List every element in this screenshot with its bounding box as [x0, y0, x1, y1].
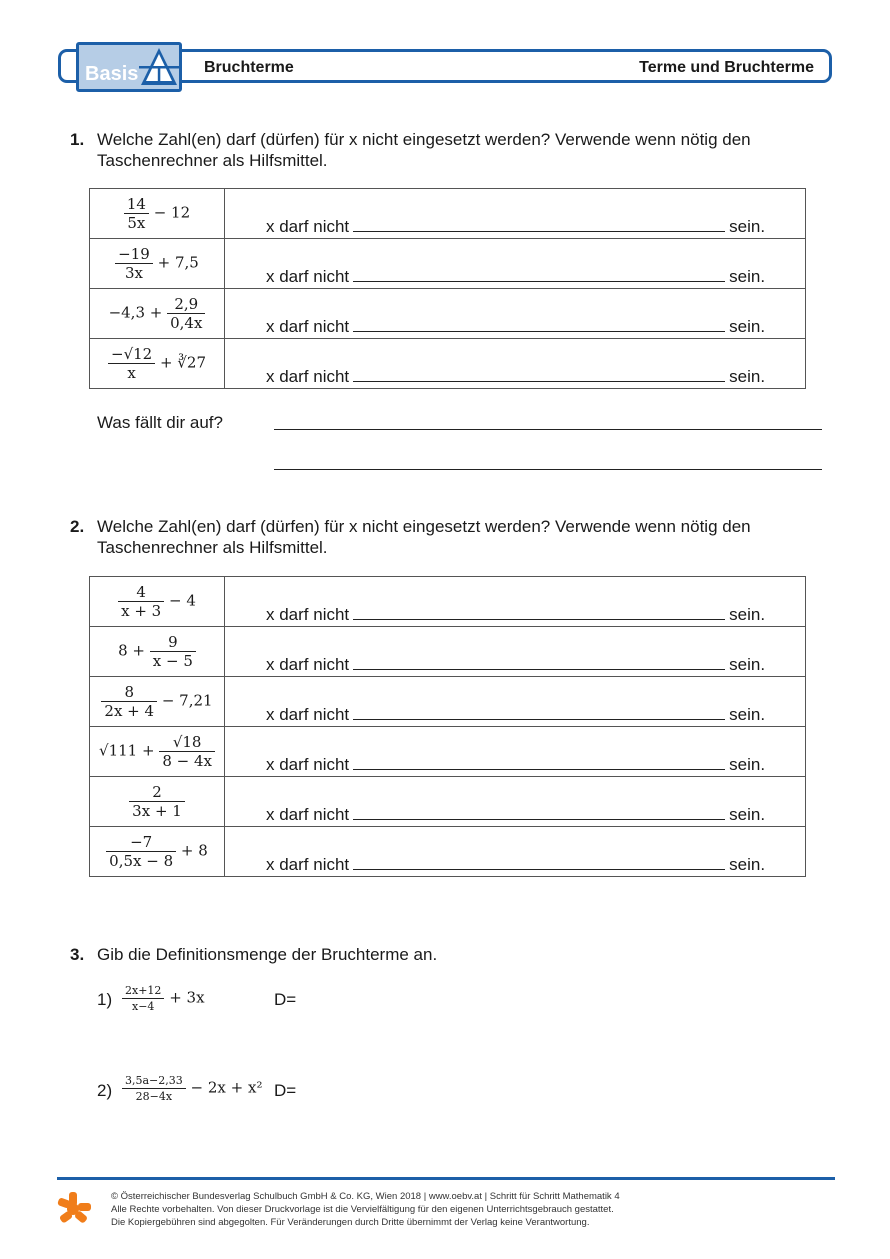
table-row	[90, 339, 806, 389]
item1-term: $\frac{2x+12}{x-4}$ + 3x	[122, 983, 205, 1014]
term-cell: $\frac{2}{3x + 1}$	[90, 777, 225, 827]
term-cell: $\frac{-7}{0,5x - 8}$ + 8	[90, 827, 225, 877]
answer-line-2[interactable]	[274, 469, 822, 470]
term-cell: $\frac{8}{2x + 4}$ − 7,21	[90, 677, 225, 727]
task3-text: Gib die Definitionsmenge der Bruchterme an.	[97, 945, 438, 964]
answer-line	[353, 655, 725, 670]
answer-cell[interactable]: x darf nicht sein.	[225, 189, 806, 239]
table-row	[90, 677, 806, 727]
term-cell: 8 + $\frac{9}{x - 5}$	[90, 627, 225, 677]
table-row	[90, 727, 806, 777]
task2-table	[89, 576, 806, 877]
header-topic: Bruchterme	[204, 59, 294, 76]
footer-divider	[57, 1177, 835, 1180]
task2-text: Welche Zahl(en) darf (dürfen) für x nicht eingesetzt werden? Verwende wenn nötig den Taschenrechner als Hilfsmittel.	[97, 517, 751, 557]
header-chapter: Terme und Bruchterme	[639, 59, 814, 76]
answer-cell[interactable]: x darf nicht sein.	[225, 577, 806, 627]
item1-d[interactable]: D=	[274, 990, 297, 1009]
item1-label: 1)	[97, 990, 113, 1009]
answer-line	[353, 705, 725, 720]
answer-line	[353, 317, 725, 332]
term-cell: √111 + $\frac{√18}{8 - 4x}$	[90, 727, 225, 777]
answer-cell[interactable]: x darf nicht sein.	[225, 777, 806, 827]
answer-cell[interactable]: x darf nicht sein.	[225, 627, 806, 677]
table-row	[90, 827, 806, 877]
answer-line	[353, 855, 725, 870]
term-cell: $\frac{-19}{3x}$ + 7,5	[90, 239, 225, 289]
answer-line	[353, 605, 725, 620]
task1-text: Welche Zahl(en) darf (dürfen) für x nicht eingesetzt werden? Verwende wenn nötig den Taschenrechner als Hilfsmittel.	[97, 130, 751, 170]
answer-cell[interactable]: x darf nicht sein.	[225, 827, 806, 877]
table-row	[90, 189, 806, 239]
item2-d[interactable]: D=	[274, 1081, 297, 1100]
task1-question: Was fällt dir auf?	[97, 413, 223, 432]
logo-text: Basis	[85, 63, 139, 85]
answer-cell[interactable]: x darf nicht sein.	[225, 339, 806, 389]
answer-line	[353, 755, 725, 770]
answer-line	[353, 267, 725, 282]
answer-line-1[interactable]	[274, 429, 822, 430]
table-row	[90, 289, 806, 339]
term-cell: $\frac{-√12}{x}$ + ∛27	[90, 339, 225, 389]
task1-number: 1.	[70, 130, 85, 149]
task3-number: 3.	[70, 945, 85, 964]
oebv-logo-icon	[54, 1190, 92, 1233]
answer-cell[interactable]: x darf nicht sein.	[225, 677, 806, 727]
term-cell: $\frac{14}{5x}$ − 12	[90, 189, 225, 239]
table-row	[90, 577, 806, 627]
footer-copyright: © Österreichischer Bundesverlag Schulbuch GmbH & Co. KG, Wien 2018 | www.oebv.at | Schritt für Schritt Mathematik 4 Alle Rechte vorbehalten. Von dieser Druckvorlage ist die Vervielfältigung für den eigenen Unterrichtsgebrauch gestattet. Die Kopiergebühren sind abgegolten. Für Veränderungen durch Dritte übernimmt der Verlag keine Verantwortung.	[111, 1191, 620, 1228]
answer-line	[353, 805, 725, 820]
item2-term: $\frac{3,5a-2,33}{28-4x}$ − 2x + x²	[122, 1073, 262, 1104]
answer-cell[interactable]: x darf nicht sein.	[225, 239, 806, 289]
answer-line	[353, 217, 725, 232]
answer-cell[interactable]: x darf nicht sein.	[225, 727, 806, 777]
term-cell: −4,3 + $\frac{2,9}{0,4x}$	[90, 289, 225, 339]
item2-label: 2)	[97, 1081, 113, 1100]
answer-cell[interactable]: x darf nicht sein.	[225, 289, 806, 339]
task1-table	[89, 188, 806, 389]
term-cell: $\frac{4}{x + 3}$ − 4	[90, 577, 225, 627]
task2-number: 2.	[70, 517, 85, 536]
table-row	[90, 777, 806, 827]
table-row	[90, 239, 806, 289]
table-row	[90, 627, 806, 677]
answer-line	[353, 367, 725, 382]
